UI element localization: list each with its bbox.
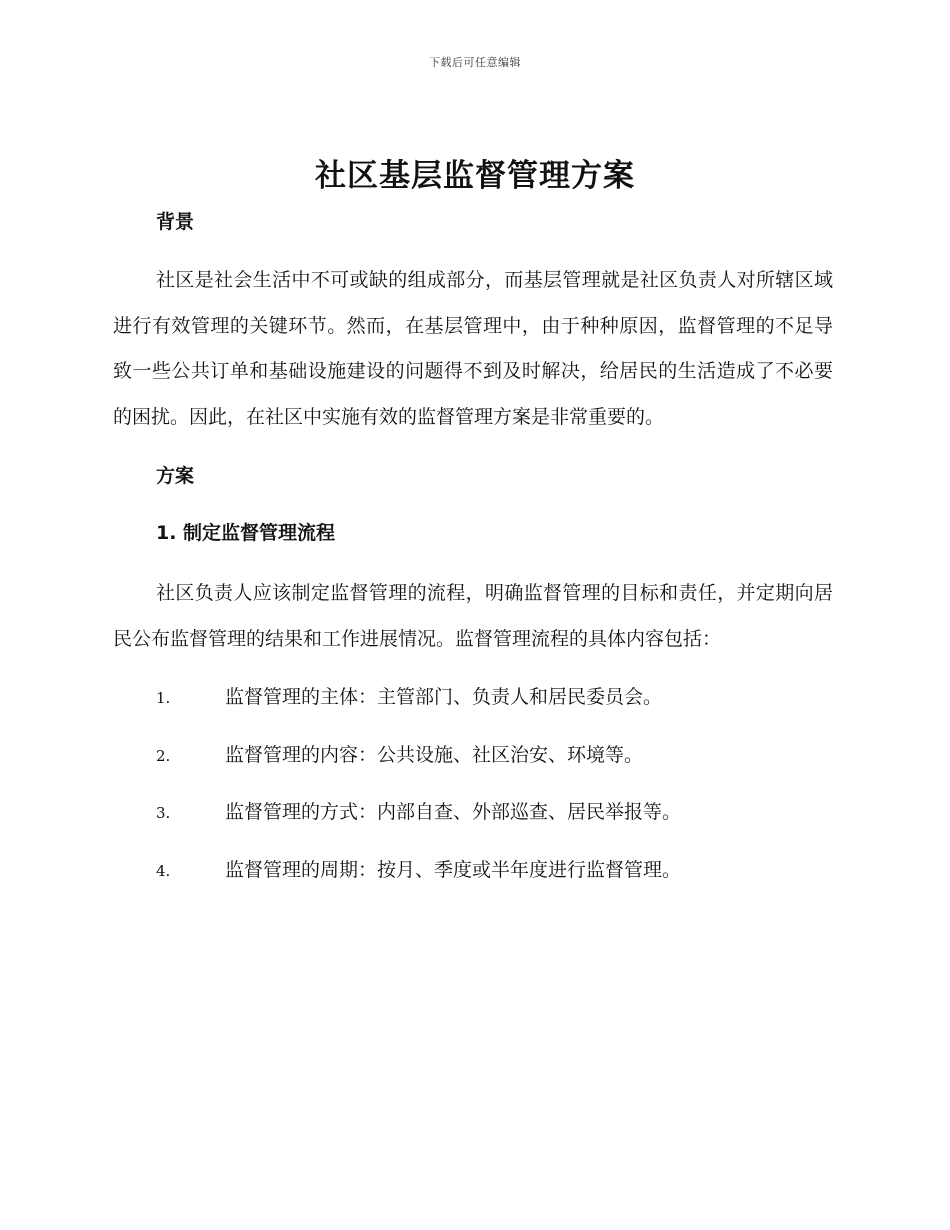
list-item (113, 682, 833, 740)
plan-heading: 方案 (156, 465, 195, 487)
list-item-number: 3. (156, 804, 171, 822)
step1-heading: 1. 制定监督管理流程 (156, 522, 336, 544)
background-heading: 背景 (156, 211, 195, 233)
list-item-text: 监督管理的内容：公共设施、社区治安、环境等。 (225, 743, 644, 766)
header-note: 下载后可任意编辑 (429, 56, 521, 69)
step1-paragraph: 社区负责人应该制定监督管理的流程，明确监督管理的目标和责任，并定期向居民公布监督管理的结果和工作进展情况。监督管理流程的具体内容包括： (113, 582, 833, 650)
document-body (113, 206, 833, 912)
list-item (113, 797, 833, 855)
document-title: 社区基层监督管理方案 (315, 158, 635, 194)
list-item (113, 855, 833, 913)
list-item-number: 4. (156, 861, 171, 880)
process-list (113, 682, 833, 912)
list-item (113, 740, 833, 798)
list-item-number: 2. (156, 746, 171, 765)
list-item-text: 监督管理的方式：内部自查、外部巡查、居民举报等。 (225, 801, 682, 823)
background-paragraph: 社区是社会生活中不可或缺的组成部分，而基层管理就是社区负责人对所辖区域进行有效管理的关键环节。然而，在基层管理中，由于种种原因，监督管理的不足导致一些公共订单和基础设施建设的问题得不到及时解决，给居民的生活造成了不必要的困扰。因此，在社区中实施有效的监督管理方案是非常重要的。 (113, 269, 833, 428)
list-item-number: 1. (156, 689, 171, 707)
list-item-text: 监督管理的周期：按月、季度或半年度进行监督管理。 (225, 858, 682, 881)
list-item-text: 监督管理的主体：主管部门、负责人和居民委员会。 (225, 686, 663, 708)
